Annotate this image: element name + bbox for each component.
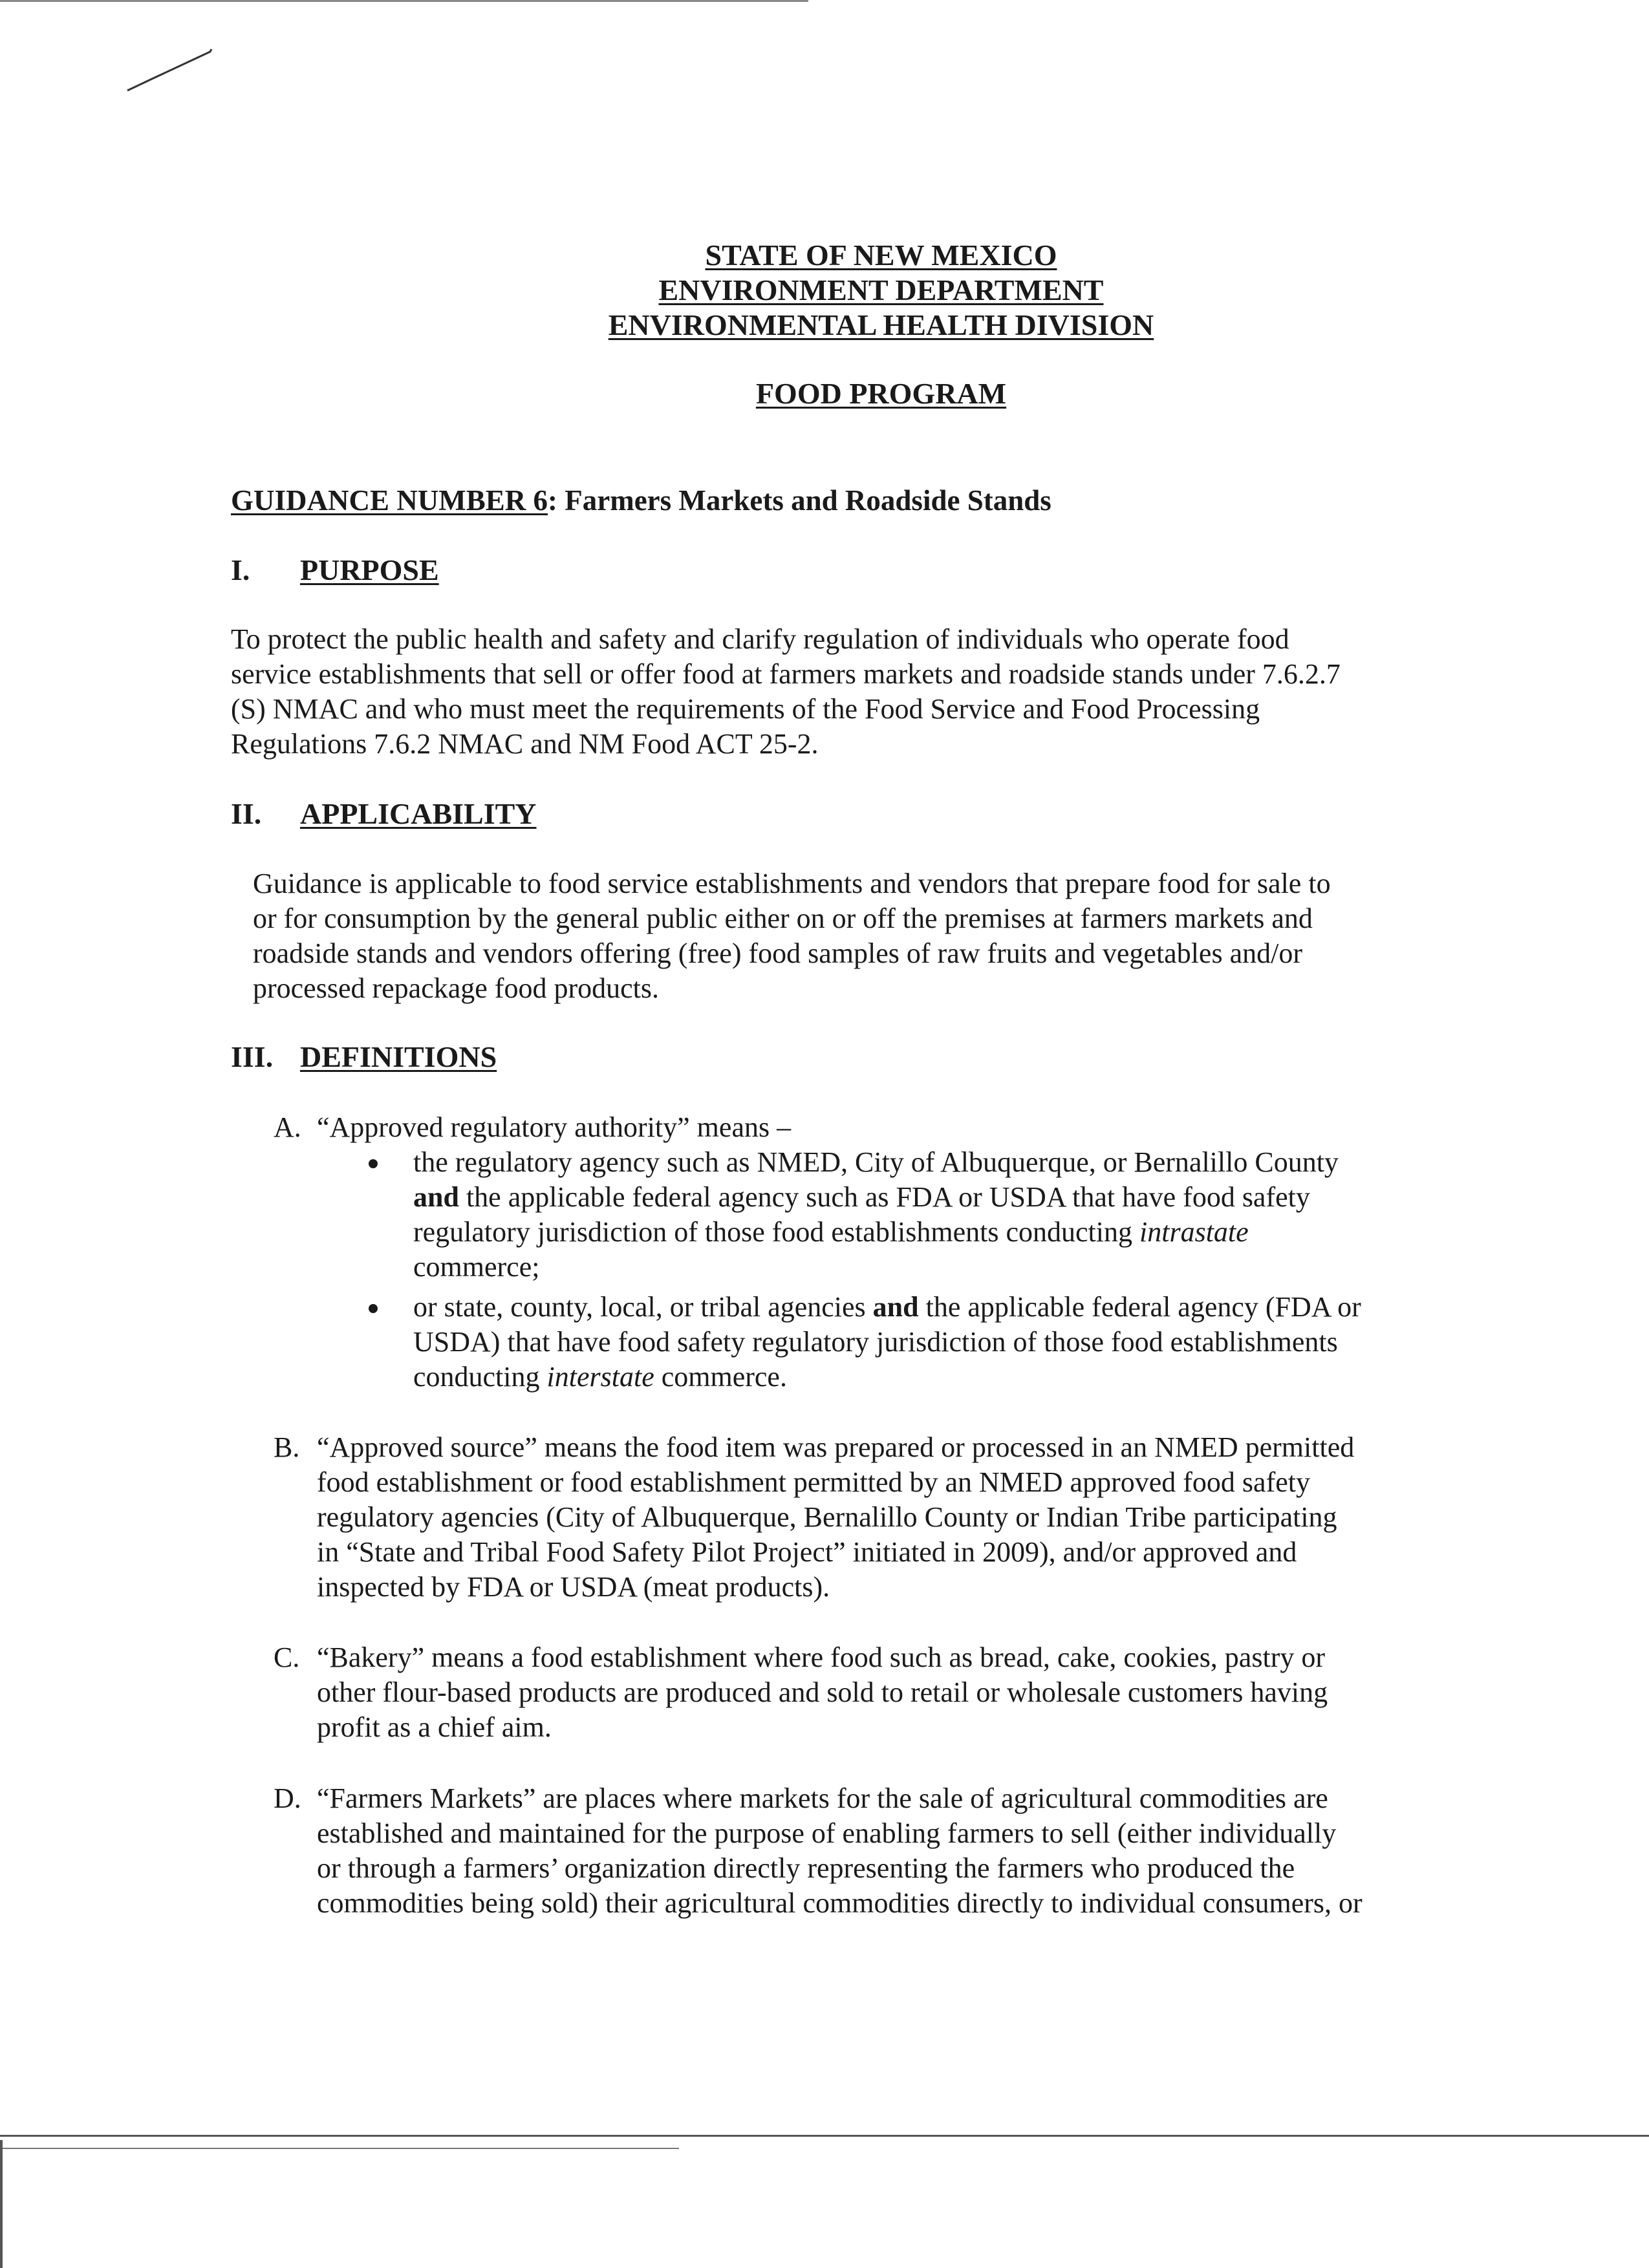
definition-text: “Approved regulatory authority” means – <box>317 1111 792 1143</box>
scan-edge-top <box>0 0 808 2</box>
bullet-text-part: the regulatory agency such as NMED, City of Albuquerque, or Bernalillo County <box>413 1146 1339 1178</box>
bullet-text-italic: intrastate <box>1139 1216 1249 1248</box>
bullet-text-part: the applicable federal agency such as FDA or USDA that have food safety regulatory jurisdiction of those food establishments conducting <box>413 1181 1310 1248</box>
bullet-text-bold: and <box>872 1291 919 1323</box>
bullet-text-bold: and <box>413 1181 459 1213</box>
definition-letter: A. <box>274 1111 301 1143</box>
bullet-text <box>413 1290 1474 1395</box>
guidance-title <box>231 484 1051 517</box>
guidance-subject: : Farmers Markets and Roadside Stands <box>548 484 1051 517</box>
purpose-text: To protect the public health and safety and clarify regulation of individuals who operate food service establishments that sell or offer food at farmers markets and roadside stands under 7.6.2.7 (S) NMAC and who must meet the requirements of the Food Service and Food Processing Regulations 7.6.2 NMAC and NM Food ACT 25-2. <box>231 623 1341 760</box>
bullet-text-part: the applicable federal agency (FDA or USDA) that have food safety regulatory jurisdiction of those food establishments conducting <box>413 1291 1361 1393</box>
header-state: STATE OF NEW MEXICO <box>705 239 1057 272</box>
definition-letter: B. <box>274 1431 300 1463</box>
section-title: DEFINITIONS <box>300 1040 497 1073</box>
section-number: III. <box>231 1040 274 1073</box>
bullet-text-part: commerce; <box>413 1251 540 1283</box>
header-program: FOOD PROGRAM <box>755 377 1007 410</box>
document-header <box>0 238 1649 411</box>
header-division: ENVIRONMENTAL HEALTH DIVISION <box>608 308 1154 341</box>
scan-edge-bottom-secondary <box>0 2148 679 2149</box>
bullet-icon <box>369 1159 378 1168</box>
bullet-icon <box>369 1304 378 1313</box>
definition-letter: D. <box>274 1782 301 1814</box>
definition-text: “Approved source” means the food item was prepared or processed in an NMED permitted food establishment or food establishment permitted by an NMED approved food safety regulatory agencies (City of Albuquerque, Bernalillo County or Indian Tribe participating in “State and Tribal Food Safety Pilot Project” initiated in 2009), and/or approved and inspected by FDA or USDA (meat products). <box>317 1431 1355 1603</box>
section-number: II. <box>231 797 262 830</box>
applicability-text: Guidance is applicable to food service establishments and vendors that prepare food for sale to or for consumption by the general public either on or off the premises at farmers markets and roadside stands and vendors offering (free) food samples of raw fruits and vegetables and/or processed repackage food products. <box>253 868 1331 1004</box>
section-definitions-heading <box>231 1040 497 1074</box>
guidance-number: GUIDANCE NUMBER 6 <box>231 484 548 517</box>
section-title: APPLICABILITY <box>300 797 537 830</box>
bullet-text-part: commerce. <box>654 1361 787 1393</box>
definition-text: “Farmers Markets” are places where markets for the sale of agricultural commodities are established and maintained for the purpose of enabling farmers to sell (either individually or through a farmers’ organization directly representing the farmers who produced the commodities being sold) their agricultural commodities directly to individual consumers, or <box>317 1782 1363 1919</box>
definition-text: “Bakery” means a food establishment where food such as bread, cake, cookies, pastry or other flour-based products are produced and sold to retail or wholesale customers having profit as a chief aim. <box>317 1642 1328 1743</box>
bullet-text-italic: interstate <box>546 1361 654 1393</box>
section-purpose-heading <box>231 553 439 587</box>
section-number: I. <box>231 553 250 586</box>
bullet-text-part: or state, county, local, or tribal agencies <box>413 1291 873 1323</box>
definition-letter: C. <box>274 1642 300 1673</box>
scan-edge-bottom <box>0 2135 1649 2137</box>
section-applicability-heading <box>231 797 537 831</box>
pen-mark <box>126 47 230 98</box>
bullet-text <box>413 1145 1474 1285</box>
section-title: PURPOSE <box>300 553 439 586</box>
scan-edge-left <box>0 2140 3 2268</box>
header-department: ENVIRONMENT DEPARTMENT <box>658 273 1104 306</box>
